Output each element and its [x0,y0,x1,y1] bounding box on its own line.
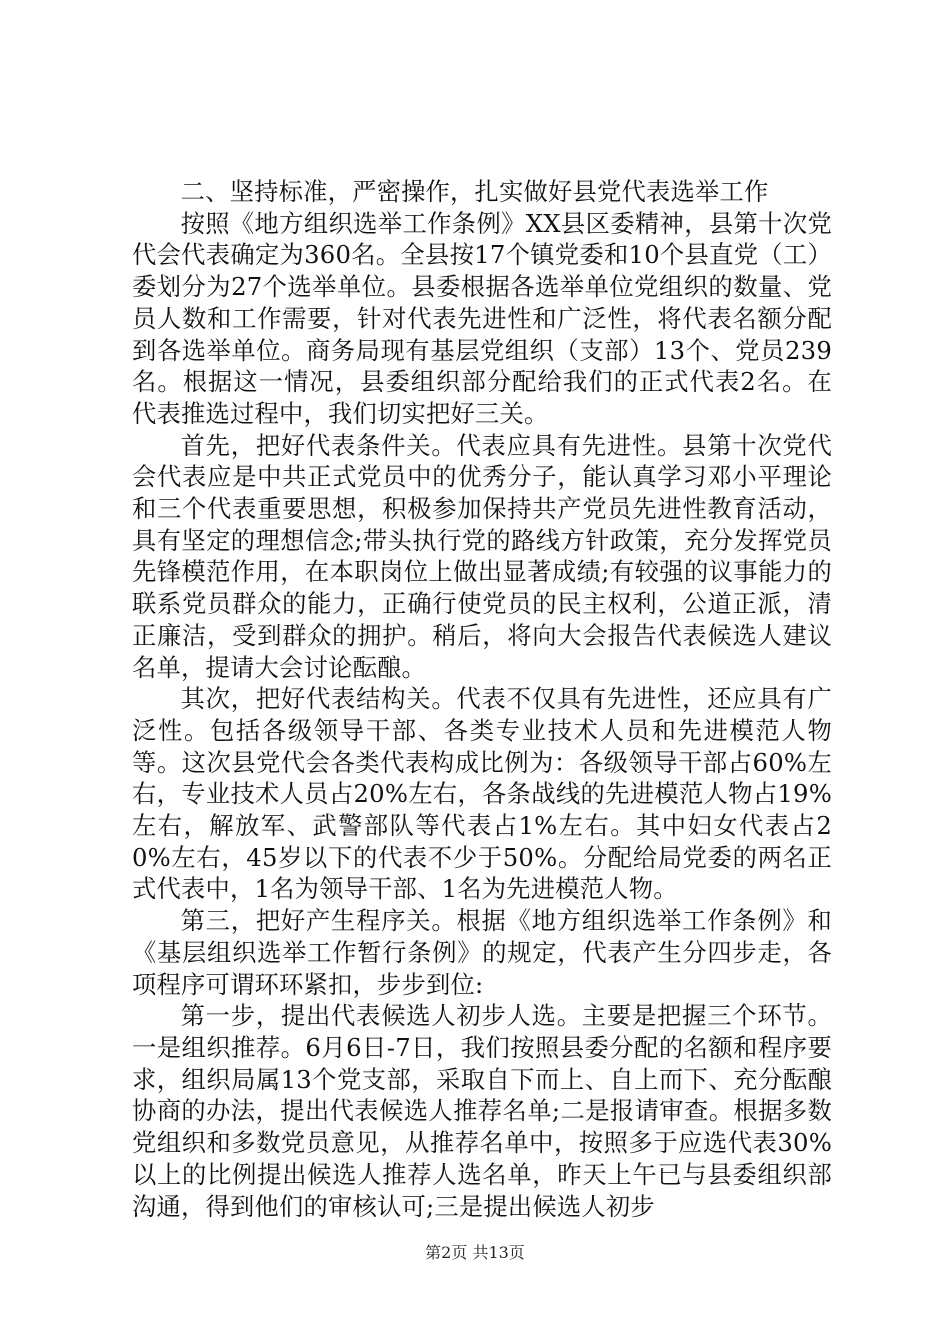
section-heading: 二、坚持标准，严密操作，扎实做好县党代表选举工作 [180,177,769,206]
document-body [132,176,832,1222]
paragraph-structure-check: 其次，把好代表结构关。代表不仅具有先进性，还应具有广泛性。包括各级领导干部、各类专业技术人员和先进模范人物等。这次县党代会各类代表构成比例为：各级领导干部占60%左右，专业技术人员占20%左右，各条战线的先进模范人物占19%左右，解放军、武警部队等代表占1%左右。其中妇女代表占20%左右，45岁以下的代表不少于50%。分配给局党委的两名正式代表中，1名为领导干部、1名为先进模范人物。 [132,684,832,904]
paragraph-election-quota: 按照《地方组织选举工作条例》XX县区委精神，县第十次党代会代表确定为360名。全县按17个镇党委和10个县直党（工）委划分为27个选举单位。县委根据各选举单位党组织的数量、党员人数和工作需要，针对代表先进性和广泛性，将代表名额分配到各选举单位。商务局现有基层党组织（支部）13个、党员239名。根据这一情况，县委组织部分配给我们的正式代表2名。在代表推选过程中，我们切实把好三关。 [132,208,832,428]
page-footer: 第2页 共13页 [425,1243,525,1262]
paragraph-step-one: 第一步，提出代表候选人初步人选。主要是把握三个环节。一是组织推荐。6月6日-7日，我们按照县委分配的名额和程序要求，组织局属13个党支部，采取自下而上、自上而下、充分酝酿协商的办法，提出代表候选人推荐名单;二是报请审查。根据多数党组织和多数党员意见，从推荐名单中，按照多于应选代表30%以上的比例提出候选人推荐人选名单，昨天上午已与县委组织部沟通，得到他们的审核认可;三是提出候选人初步 [132,1001,832,1221]
paragraph-condition-check: 首先，把好代表条件关。代表应具有先进性。县第十次党代会代表应是中共正式党员中的优秀分子，能认真学习邓小平理论和三个代表重要思想，积极参加保持共产党员先进性教育活动，具有坚定的理想信念;带头执行党的路线方针政策，充分发挥党员先锋模范作用，在本职岗位上做出显著成绩;有较强的议事能力的联系党员群众的能力，正确行使党员的民主权利，公道正派，清正廉洁，受到群众的拥护。稍后，将向大会报告代表候选人建议名单，提请大会讨论酝酿。 [132,430,832,682]
paragraph-procedure-check: 第三，把好产生程序关。根据《地方组织选举工作条例》和《基层组织选举工作暂行条例》的规定，代表产生分四步走，各项程序可谓环环紧扣，步步到位: [132,906,832,999]
